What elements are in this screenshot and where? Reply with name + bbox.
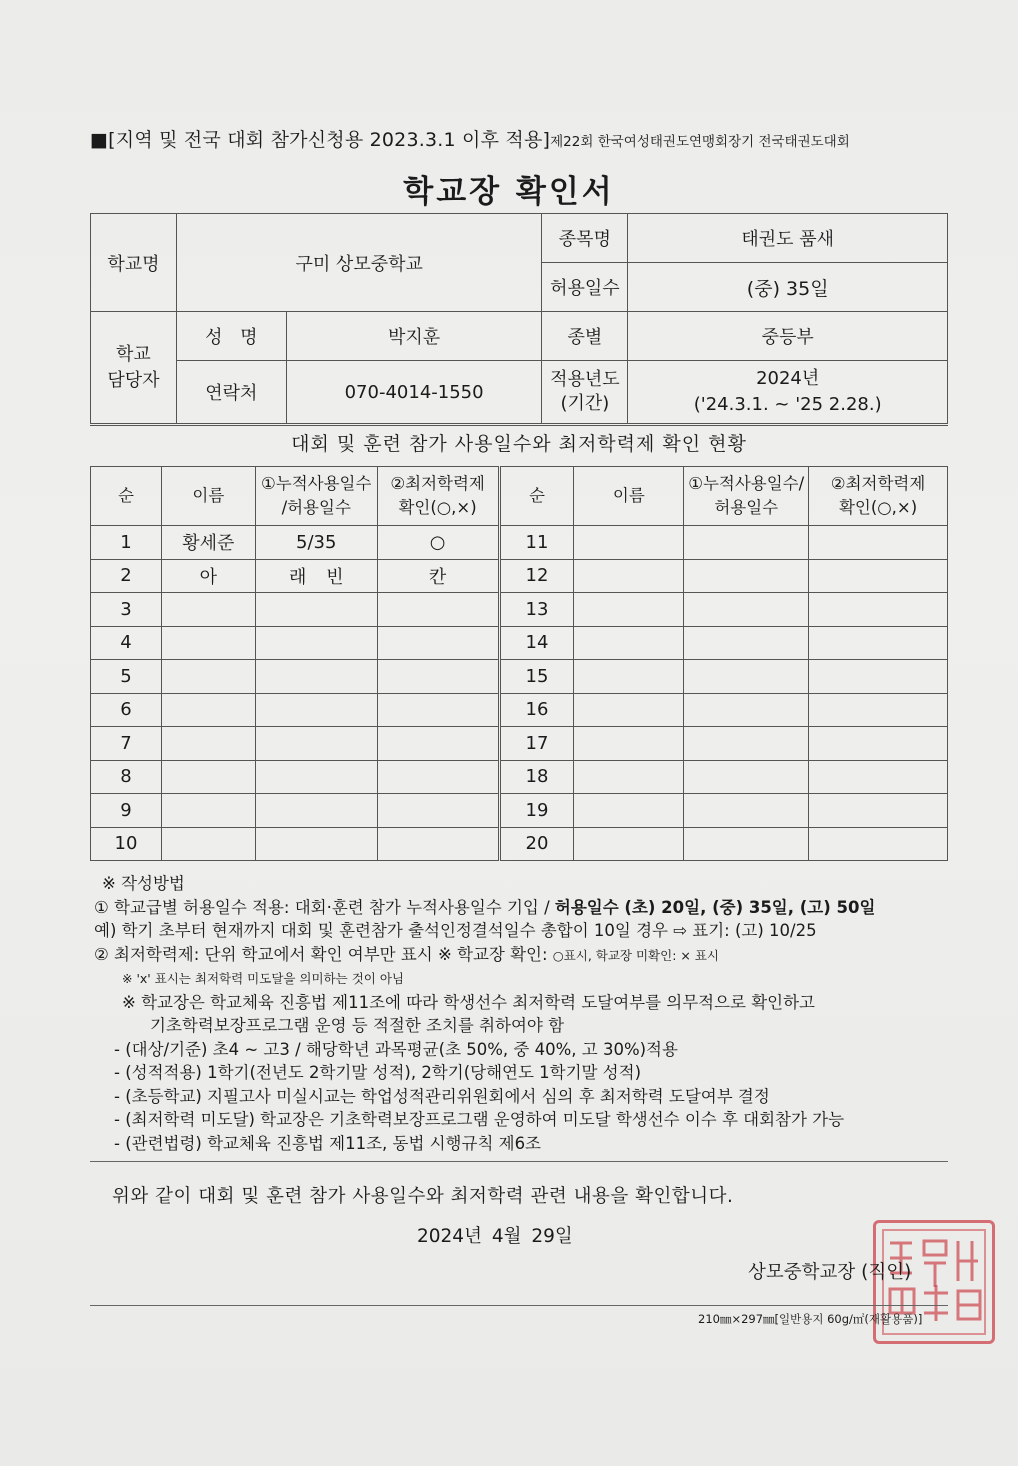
table-cell: 6: [91, 693, 162, 727]
table-cell: [161, 760, 255, 794]
table-row: [91, 626, 948, 660]
table-cell: [809, 626, 948, 660]
table-cell: [809, 559, 948, 593]
confirm-date: 2024년 4월 29일: [417, 1226, 573, 1247]
table-cell: [161, 727, 255, 761]
table-cell: [377, 794, 499, 828]
note-1-text: ① 학교급별 허용일수 적용: 대회·훈련 참가 누적사용일수 기입 /: [94, 897, 555, 917]
allow-value: (중) 35일: [628, 263, 948, 312]
table-cell: 2: [91, 559, 162, 593]
note-1-allowance: 허용일수 (초) 20일, (중) 35일, (고) 50일: [554, 897, 876, 917]
table-cell: [574, 760, 684, 794]
table-cell: 1: [91, 526, 162, 560]
table-cell: [684, 593, 809, 627]
table-cell: [809, 727, 948, 761]
usage-header-cell: 이름: [161, 467, 255, 526]
table-cell: [377, 593, 499, 627]
note-2-mark: ○표시, 학교장 미확인: × 표시: [552, 947, 719, 963]
table-cell: ○: [377, 526, 499, 560]
name-label: 성 명: [176, 312, 286, 361]
table-cell: 5/35: [255, 526, 377, 560]
name-value: 박지훈: [286, 312, 542, 361]
school-label: 학교명: [91, 214, 177, 312]
table-cell: 래 빈: [255, 559, 377, 593]
usage-header-cell: ①누적사용일수 /허용일수: [255, 467, 377, 526]
table-cell: 칸: [377, 559, 499, 593]
section-title: 대회 및 훈련 참가 사용일수와 최저학력제 확인 현황: [90, 425, 948, 468]
confirm-text: 위와 같이 대회 및 훈련 참가 사용일수와 최저학력 관련 내용을 확인합니다.: [112, 1186, 734, 1207]
table-row: [91, 760, 948, 794]
table-cell: [574, 693, 684, 727]
allow-label: 허용일수: [542, 263, 628, 312]
table-cell: [684, 827, 809, 861]
note-3: ※ 'x' 표시는 최저학력 미도달을 의미하는 것이 아님: [122, 971, 404, 986]
note-1-example: 예) 학기 초부터 현재까지 대회 및 훈련참가 출석인정결석일수 총합이 10일 경우 ⇨ 표기: (고) 10/25: [94, 921, 817, 940]
table-cell: [809, 827, 948, 861]
table-cell: 4: [91, 626, 162, 660]
paper-spec: 210㎜×297㎜[일반용지 60g/㎡(재활용품)]: [698, 1312, 923, 1326]
table-cell: [255, 660, 377, 694]
table-cell: [574, 827, 684, 861]
note-5: 기초학력보장프로그램 운영 등 적절한 조치를 취하여야 함: [150, 1016, 565, 1035]
table-cell: [684, 526, 809, 560]
table-cell: 16: [499, 693, 574, 727]
table-cell: 18: [499, 760, 574, 794]
table-cell: 5: [91, 660, 162, 694]
table-cell: [377, 727, 499, 761]
table-cell: 8: [91, 760, 162, 794]
header-event: 제22회 한국여성태권도연맹회장기 전국태권도대회: [550, 134, 850, 150]
event-label: 종목명: [542, 214, 628, 263]
table-cell: 17: [499, 727, 574, 761]
table-cell: 7: [91, 727, 162, 761]
table-cell: [574, 727, 684, 761]
usage-header-row: [91, 467, 948, 526]
note-7: - (성적적용) 1학기(전년도 2학기말 성적), 2학기(당해연도 1학기말 성적): [114, 1063, 642, 1082]
table-cell: 20: [499, 827, 574, 861]
table-cell: [684, 660, 809, 694]
category-value: 중등부: [628, 312, 948, 361]
table-cell: [255, 693, 377, 727]
note-8: - (초등학교) 지필고사 미실시교는 학업성적관리위원회에서 심의 후 최저학력 도달여부 결정: [114, 1086, 770, 1106]
header-line: [90, 125, 950, 152]
table-row: [91, 559, 948, 593]
table-cell: [684, 794, 809, 828]
table-cell: [161, 794, 255, 828]
document-title: 학교장 확인서: [403, 174, 615, 210]
table-cell: [255, 827, 377, 861]
table-cell: [161, 626, 255, 660]
note-4: ※ 학교장은 학교체육 진흥법 제11조에 따라 학생선수 최저학력 도달여부를 의무적으로 확인하고: [122, 992, 815, 1012]
table-cell: 아: [161, 559, 255, 593]
contact-value: 070-4014-1550: [286, 361, 542, 424]
table-cell: [377, 693, 499, 727]
table-cell: [684, 559, 809, 593]
table-cell: 9: [91, 794, 162, 828]
table-cell: [684, 626, 809, 660]
usage-header-cell: 순: [499, 467, 574, 526]
usage-header-cell: ①누적사용일수/ 허용일수: [684, 467, 809, 526]
info-table: [90, 213, 948, 424]
table-cell: [255, 760, 377, 794]
header-prefix: ■[지역 및 전국 대회 참가신청용 2023.3.1 이후 적용]: [90, 129, 551, 151]
table-cell: [574, 794, 684, 828]
table-cell: 10: [91, 827, 162, 861]
school-value: 구미 상모중학교: [176, 214, 542, 312]
table-cell: 13: [499, 593, 574, 627]
contact-label: 연락처: [176, 361, 286, 424]
table-cell: [377, 660, 499, 694]
usage-table: [90, 466, 948, 861]
table-cell: 15: [499, 660, 574, 694]
table-cell: [161, 593, 255, 627]
category-label: 종별: [542, 312, 628, 361]
table-cell: [255, 626, 377, 660]
year-value: 2024년 ('24.3.1. ~ '25 2.28.): [628, 361, 948, 424]
table-cell: [377, 626, 499, 660]
divider-bottom: [90, 1305, 948, 1306]
table-cell: [809, 760, 948, 794]
table-cell: [809, 526, 948, 560]
table-row: [91, 593, 948, 627]
table-cell: [377, 760, 499, 794]
table-cell: [255, 794, 377, 828]
table-cell: [161, 693, 255, 727]
note-2: [94, 943, 954, 968]
manager-label: 학교 담당자: [91, 312, 177, 424]
table-cell: [255, 593, 377, 627]
table-cell: [161, 660, 255, 694]
table-cell: 12: [499, 559, 574, 593]
table-cell: [809, 693, 948, 727]
table-cell: [574, 526, 684, 560]
table-cell: [684, 727, 809, 761]
signer: 상모중학교장 (직인): [748, 1262, 912, 1283]
table-cell: 14: [499, 626, 574, 660]
table-cell: [809, 794, 948, 828]
table-cell: [377, 827, 499, 861]
divider-top: [90, 1161, 948, 1162]
table-row: [91, 526, 948, 560]
year-label: 적용년도 (기간): [542, 361, 628, 424]
table-cell: 19: [499, 794, 574, 828]
table-cell: [574, 593, 684, 627]
event-value: 태권도 품새: [628, 214, 948, 263]
table-row: [91, 727, 948, 761]
table-cell: [574, 660, 684, 694]
table-cell: [161, 827, 255, 861]
usage-header-cell: ②최저학력제 확인(○,×): [377, 467, 499, 526]
usage-header-cell: ②최저학력제 확인(○,×): [809, 467, 948, 526]
table-cell: [574, 559, 684, 593]
table-cell: [809, 660, 948, 694]
note-2-text: ② 최저학력제: 단위 학교에서 확인 여부만 표시 ※ 학교장 확인:: [94, 944, 553, 964]
table-row: [91, 827, 948, 861]
table-row: [91, 660, 948, 694]
table-row: [91, 693, 948, 727]
table-cell: 황세준: [161, 526, 255, 560]
table-row: [91, 794, 948, 828]
table-cell: 3: [91, 593, 162, 627]
table-cell: [684, 693, 809, 727]
table-cell: 11: [499, 526, 574, 560]
note-1: [94, 896, 954, 920]
table-cell: [574, 626, 684, 660]
instructions: [94, 872, 954, 1155]
usage-header-cell: 순: [91, 467, 162, 526]
table-cell: [255, 727, 377, 761]
notes-heading: ※ 작성방법: [102, 874, 185, 893]
table-cell: [684, 760, 809, 794]
table-cell: [809, 593, 948, 627]
note-6: - (대상/기준) 초4 ~ 고3 / 해당학년 과목평균(초 50%, 중 40%, 고 30%)적용: [114, 1039, 678, 1059]
note-9: - (최저학력 미도달) 학교장은 기초학력보장프로그램 운영하여 미도달 학생선수 이수 후 대회참가 가능: [114, 1110, 845, 1129]
usage-header-cell: 이름: [574, 467, 684, 526]
note-10: - (관련법령) 학교체육 진흥법 제11조, 동법 시행규칙 제6조: [114, 1133, 541, 1153]
